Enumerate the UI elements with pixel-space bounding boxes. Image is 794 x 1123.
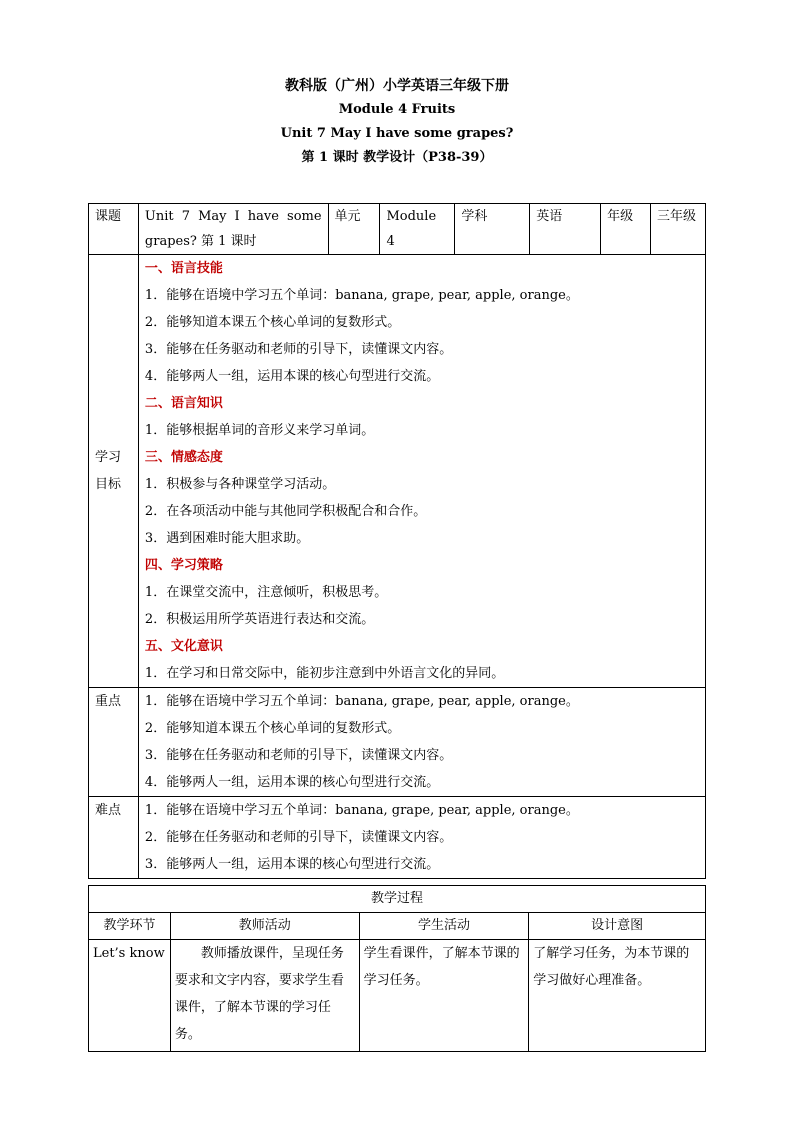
difficulty-item: 3．能够两人一组，运用本课的核心句型进行交流。 (144, 857, 440, 872)
key-points-content (138, 688, 705, 797)
objectives-label-2: 目标 (95, 477, 122, 492)
info-row (89, 204, 706, 255)
lesson-info-table (88, 203, 706, 879)
objectives-row (89, 255, 706, 688)
objectives-label (89, 255, 139, 688)
unit-label: 单元 (328, 204, 380, 255)
unit-title: Unit 7 May I have some grapes? (280, 126, 514, 141)
unit-value: Module 4 (380, 204, 455, 255)
difficulty-item: 2．能够在任务驱动和老师的引导下，读懂课文内容。 (144, 830, 453, 845)
difficulties-row (89, 797, 706, 879)
topic-value: Unit 7 May I have some grapes? 第 1 课时 (138, 204, 328, 255)
process-header-row (89, 913, 706, 940)
objective-item: 3．遇到困难时能大胆求助。 (144, 531, 310, 546)
teacher-activity: 教师播放课件，呈现任务要求和文字内容，要求学生看课件，了解本节课的学习任务。 (170, 940, 359, 1052)
objective-item: 1．在学习和日常交际中，能初步注意到中外语言文化的异同。 (144, 666, 505, 681)
header-step: 教学环节 (89, 913, 171, 940)
key-point-item: 2．能够知道本课五个核心单词的复数形式。 (144, 721, 401, 736)
difficulties-label: 难点 (89, 797, 139, 879)
lesson-title: 第 1 课时 教学设计（P38-39） (301, 150, 493, 165)
section-heading: 三、情感态度 (144, 450, 223, 465)
section-heading: 五、文化意识 (144, 639, 223, 654)
process-title-row (89, 886, 706, 913)
process-title: 教学过程 (89, 886, 706, 913)
design-intent: 了解学习任务，为本节课的学习做好心理准备。 (529, 940, 706, 1052)
process-step: Let’s know (89, 940, 171, 1052)
objectives-content (138, 255, 705, 688)
student-activity: 学生看课件，了解本节课的学习任务。 (359, 940, 529, 1052)
objectives-label-1: 学习 (95, 450, 122, 465)
objective-item: 1．在课堂交流中，注意倾听，积极思考。 (144, 585, 388, 600)
objective-item: 1．能够在语境中学习五个单词：banana, grape, pear, apple, orange。 (144, 288, 579, 303)
header-student: 学生活动 (359, 913, 529, 940)
subject-label: 学科 (455, 204, 530, 255)
objective-item: 3．能够在任务驱动和老师的引导下，读懂课文内容。 (144, 342, 453, 357)
section-heading: 一、语言技能 (144, 261, 223, 276)
objective-item: 1．积极参与各种课堂学习活动。 (144, 477, 336, 492)
process-row (89, 940, 706, 1052)
key-points-row (89, 688, 706, 797)
objective-item: 2．能够知道本课五个核心单词的复数形式。 (144, 315, 401, 330)
topic-label: 课题 (89, 204, 139, 255)
key-point-item: 4．能够两人一组，运用本课的核心句型进行交流。 (144, 775, 440, 790)
teaching-process-table (88, 885, 706, 1052)
key-points-label: 重点 (89, 688, 139, 797)
document-header (0, 74, 794, 170)
grade-label: 年级 (601, 204, 651, 255)
difficulty-item: 1．能够在语境中学习五个单词：banana, grape, pear, apple, orange。 (144, 803, 579, 818)
section-heading: 二、语言知识 (144, 396, 223, 411)
objective-item: 2．积极运用所学英语进行表达和交流。 (144, 612, 375, 627)
grade-value: 三年级 (651, 204, 706, 255)
difficulties-content (138, 797, 705, 879)
key-point-item: 3．能够在任务驱动和老师的引导下，读懂课文内容。 (144, 748, 453, 763)
subject-value: 英语 (530, 204, 601, 255)
header-intent: 设计意图 (529, 913, 706, 940)
objective-item: 4．能够两人一组，运用本课的核心句型进行交流。 (144, 369, 440, 384)
objective-item: 2．在各项活动中能与其他同学积极配合和合作。 (144, 504, 427, 519)
objective-item: 1．能够根据单词的音形义来学习单词。 (144, 423, 375, 438)
header-teacher: 教师活动 (170, 913, 359, 940)
course-title: 教科版（广州）小学英语三年级下册 (285, 78, 509, 94)
section-heading: 四、学习策略 (144, 558, 223, 573)
key-point-item: 1．能够在语境中学习五个单词：banana, grape, pear, apple, orange。 (144, 694, 579, 709)
module-title: Module 4 Fruits (338, 102, 456, 117)
